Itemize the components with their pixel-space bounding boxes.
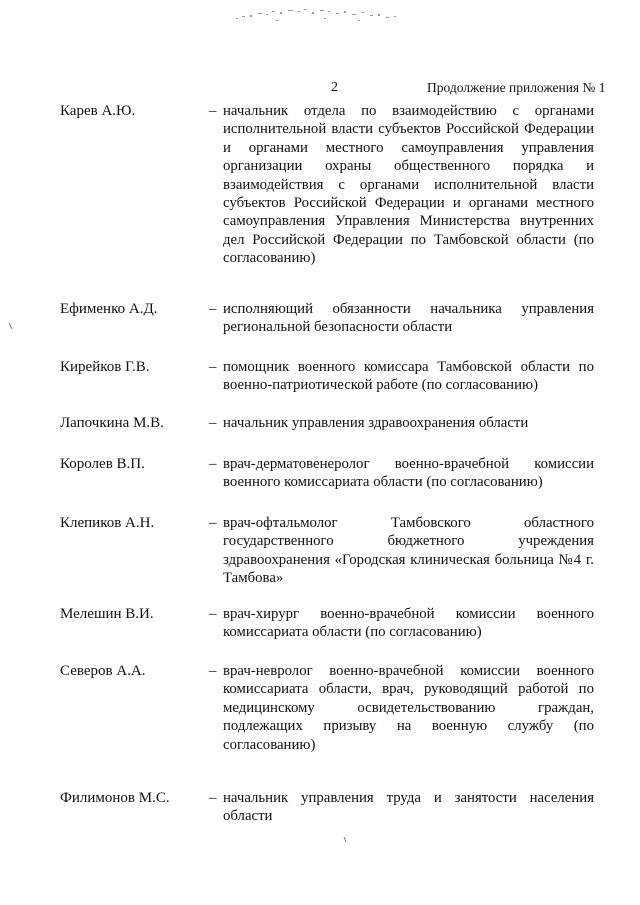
scan-speck [8, 322, 14, 330]
scan-noise-mark [228, 6, 408, 30]
member-name: Северов А.А. [60, 663, 146, 679]
entry-dash: – [209, 456, 217, 472]
scan-speck [343, 836, 348, 843]
member-name: Ефименко А.Д. [60, 301, 158, 317]
member-name: Лапочкина М.В. [60, 415, 164, 431]
member-position: врач-офтальмолог Тамбовского областного государственного бюджетного учреждения здравоохранения «Городская клиническая больница №4 г. Тамбова» [223, 515, 594, 587]
entry-dash: – [209, 606, 217, 622]
member-position: врач-хирург военно-врачебной комиссии военного комиссариата области (по согласованию) [223, 606, 594, 641]
member-name: Кирейков Г.В. [60, 359, 150, 375]
entry-dash: – [209, 103, 217, 119]
appendix-continuation-note: Продолжение приложения № 1 [427, 80, 606, 95]
member-position: помощник военного комиссара Тамбовской области по военно-патриотической работе (по согласованию) [223, 359, 594, 394]
entry-dash: – [209, 359, 217, 375]
entry-dash: – [209, 663, 217, 679]
member-position: начальник управления здравоохранения области [223, 415, 529, 431]
member-name: Клепиков А.Н. [60, 515, 155, 531]
entry-dash: – [209, 515, 217, 531]
member-position: начальник отдела по взаимодействию с органами исполнительной власти субъектов Российской Федерации и органами местного самоуправления управления организации охраны общественного порядка и взаимодействия с органами исполнительной власти субъектов Российской Федерации и органами местного самоуправления Управления Министерства внутренних дел Российской Федерации по Тамбовской области (по согласованию) [223, 103, 594, 267]
member-position: исполняющий обязанности начальника управления региональной безопасности области [223, 301, 594, 336]
page-number: 2 [331, 80, 338, 95]
entry-dash: – [209, 301, 217, 317]
member-name: Королев В.П. [60, 456, 145, 472]
entry-dash: – [209, 790, 217, 806]
member-position: врач-дерматовенеролог военно-врачебной комиссии военного комиссариата области (по согласованию) [223, 456, 594, 491]
member-position: начальник управления труда и занятости населения области [223, 790, 594, 825]
entry-dash: – [209, 415, 217, 431]
member-position: врач-невролог военно-врачебной комиссии военного комиссариата области, врач, руководящий работой по медицинскому освидетельствованию граждан, подлежащих призыву на военную службу (по согласованию) [223, 663, 594, 753]
member-name: Филимонов М.С. [60, 790, 170, 806]
member-name: Мелешин В.И. [60, 606, 154, 622]
member-name: Карев А.Ю. [60, 103, 136, 119]
